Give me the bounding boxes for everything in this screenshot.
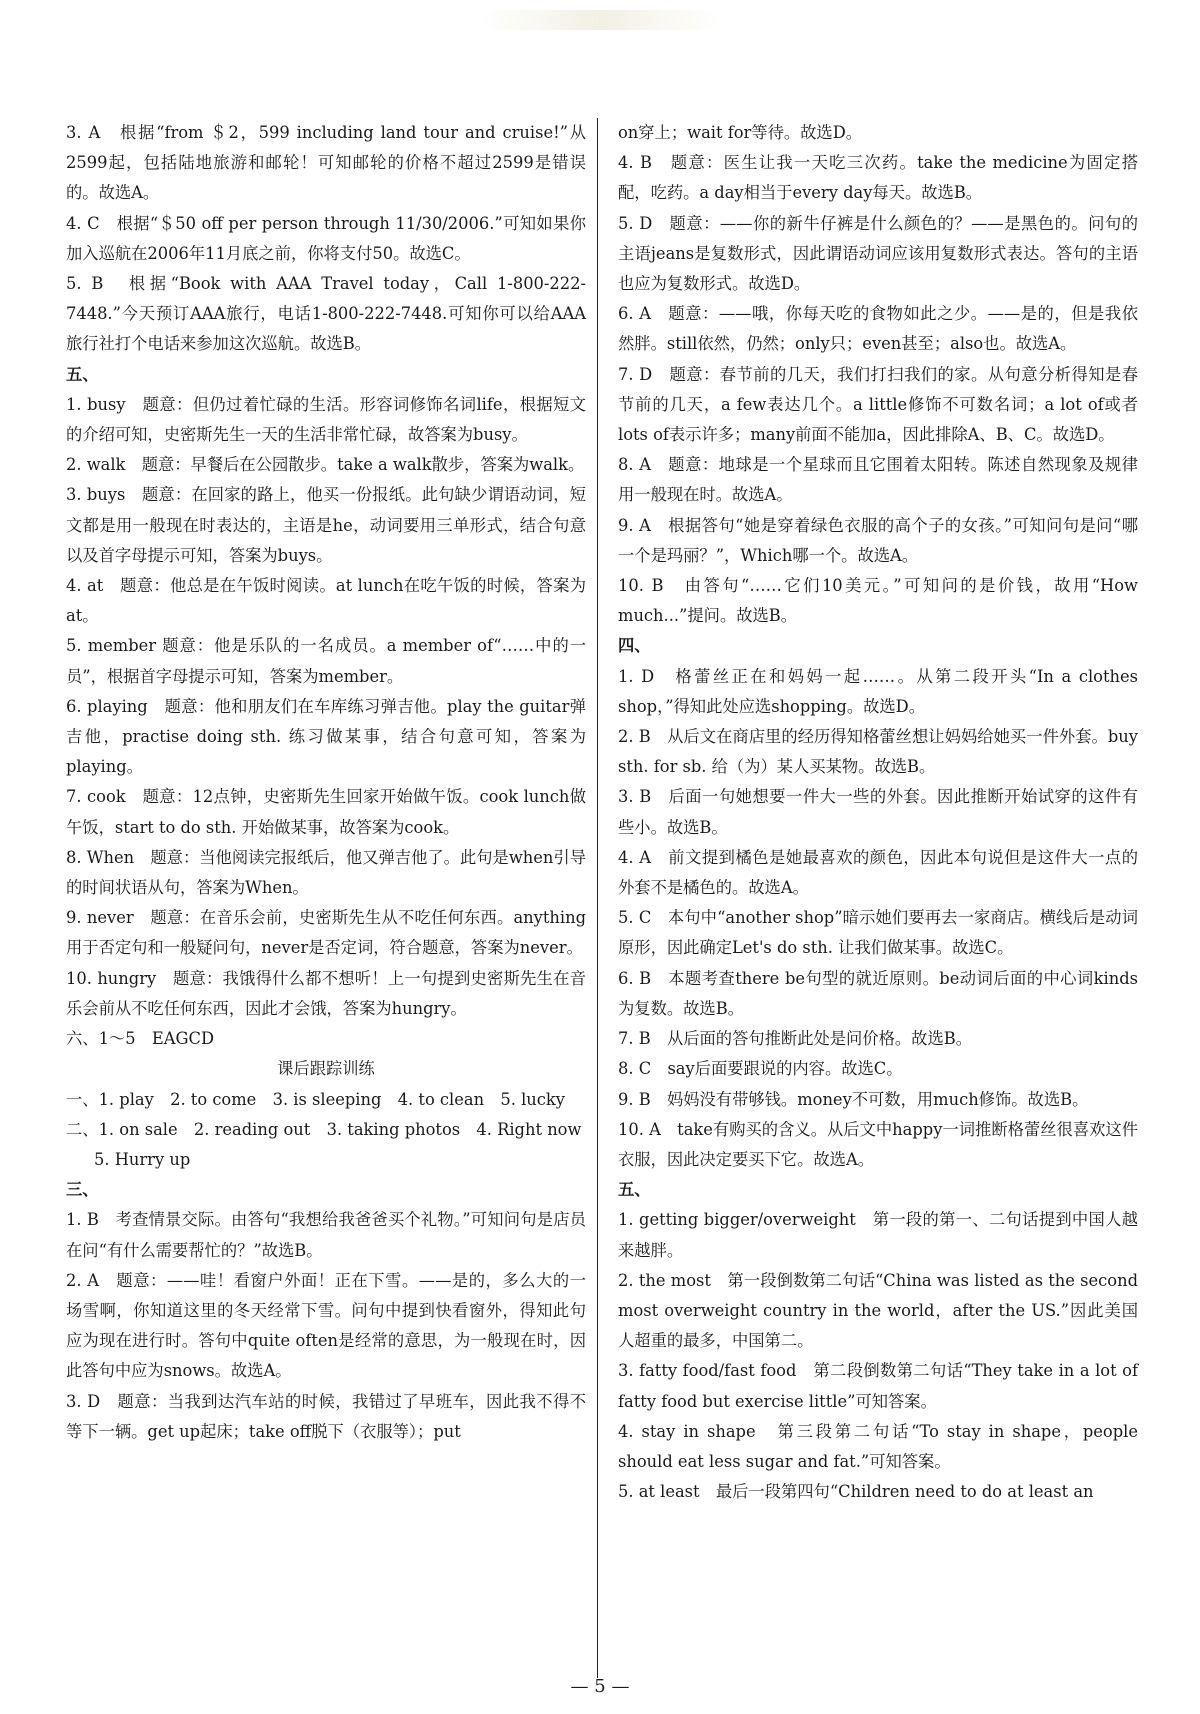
answer-item: 7. cook 题意：12点钟，史密斯先生回家开始做午饭。cook lunch做午饭，start to do sth. 开始做某事，故答案为cook。 [66, 787, 586, 837]
answer-item: 5. at least 最后一段第四句“Children need to do at least an [618, 1482, 1094, 1502]
answer-item: 二、1. on sale 2. reading out 3. taking photos 4. Right now [66, 1119, 582, 1139]
section-heading: 五、 [618, 1180, 651, 1200]
answer-item: 6. A 题意：——哦，你每天吃的食物如此之少。——是的，但是我依然胖。still依然，仍然；only只；even甚至；also也。故选A。 [618, 304, 1138, 354]
answer-item: 1. B 考查情景交际。由答句“我想给我爸爸买个礼物。”可知问句是店员在问“有什么需要帮忙的？”故选B。 [66, 1210, 586, 1260]
answer-item: 9. B 妈妈没有带够钱。money不可数，用much修饰。故选B。 [618, 1089, 1089, 1109]
answer-item: 1. busy 题意：但仍过着忙碌的生活。形容词修饰名词life，根据短文的介绍可知，史密斯先生一天的生活非常忙碌，故答案为busy。 [66, 394, 586, 445]
answer-item: 6. playing 题意：他和朋友们在车库练习弹吉他。play the guitar弹吉他，practise doing sth. 练习做某事，结合句意可知，答案为playing。 [66, 696, 586, 777]
answer-item: 3. fatty food/fast food 第二段倒数第二句话“They take in a lot of fatty food but exercise little”可知答案。 [618, 1361, 1138, 1411]
answer-item: 7. D 题意：春节前的几天，我们打扫我们的家。从句意分析得知是春节前的几天，a few表达几个。a little修饰不可数名词；a lot of或者lots of表示许多；many前面不能加a，因此排除A、B、C。故选D。 [618, 364, 1138, 445]
answer-item: 4. stay in shape 第三段第二句话“To stay in shape，people should eat less sugar and fat.”可知答案。 [618, 1421, 1138, 1471]
answer-item: 10. B 由答句“……它们10美元。”可知问的是价钱，故用“How much...”提问。故选B。 [618, 576, 1138, 626]
answer-item: 10. A take有购买的含义。从后文中happy一词推断格蕾丝很喜欢这件衣服，因此决定要买下它。故选A。 [618, 1119, 1138, 1169]
answer-item: 六、1～5 EAGCD [66, 1029, 215, 1049]
answer-item: 4. at 题意：他总是在午饭时阅读。at lunch在吃午饭的时候，答案为at。 [66, 576, 586, 626]
answer-item: 5. B 根据“Book with AAA Travel today，Call 1-800-222-7448.”今天预订AAA旅行，电话1-800-222-7448.可知你可以给AAA旅行社打个电话来参加这次巡航。故选B。 [66, 274, 586, 354]
answer-item: 2. the most 第一段倒数第二句话“China was listed as the second most overweight country in the world，after the US.”因此美国人超重的最多，中国第二。 [618, 1270, 1138, 1351]
answer-item: 1. D 格蕾丝正在和妈妈一起……。从第二段开头“In a clothes shop，”得知此处应选shopping。故选D。 [618, 666, 1138, 716]
answer-item: 3. A 根据“from ＄2，599 including land tour and cruise!”从2599起，包括陆地旅游和邮轮！可知邮轮的价格不超过2599是错误的。故选A。 [66, 123, 586, 203]
answer-item: 4. B 题意：医生让我一天吃三次药。take the medicine为固定搭配，吃药。a day相当于every day每天。故选B。 [618, 153, 1138, 203]
left-column [66, 118, 586, 1447]
answer-item: 9. A 根据答句“她是穿着绿色衣服的高个子的女孩。”可知问句是问“哪一个是玛丽？”，Which哪一个。故选A。 [618, 515, 1138, 565]
answer-item: 3. buys 题意：在回家的路上，他买一份报纸。此句缺少谓语动词，短文都是用一般现在时表达的，主语是he，动词要用三单形式，结合句意以及首字母提示可知，答案为buys。 [66, 485, 586, 565]
answer-item: 10. hungry 题意：我饿得什么都不想听！上一句提到史密斯先生在音乐会前从不吃任何东西，因此才会饿，答案为hungry。 [66, 968, 586, 1018]
section-title: 课后跟踪训练 [277, 1059, 375, 1079]
answer-item: 5. member 题意：他是乐队的一名成员。a member of“……中的一员”，根据首字母提示可知，答案为member。 [66, 636, 586, 686]
answer-item: 6. B 本题考查there be句型的就近原则。be动词后面的中心词kinds为复数。故选B。 [618, 968, 1138, 1018]
answer-item: 3. B 后面一句她想要一件大一些的外套。因此推断开始试穿的这件有些小。故选B。 [618, 787, 1138, 837]
right-column [618, 118, 1138, 1507]
answer-item: 1. getting bigger/overweight 第一段的第一、二句话提到中国人越来越胖。 [618, 1210, 1138, 1260]
answer-item: 5. C 本句中“another shop”暗示她们要再去一家商店。横线后是动词原形，因此确定Let's do sth. 让我们做某事。故选C。 [618, 908, 1138, 958]
answer-item: 7. B 从后面的答句推断此处是问价格。故选B。 [618, 1029, 972, 1049]
section-heading: 五、 [66, 364, 99, 384]
answer-item: 2. B 从后文在商店里的经历得知格蕾丝想让妈妈给她买一件外套。buy sth. for sb. 给（为）某人买某物。故选B。 [618, 727, 1138, 777]
page-number: — 5 — [570, 1676, 630, 1697]
answer-item: 8. A 题意：地球是一个星球而且它围着太阳转。陈述自然现象及规律用一般现在时。故选A。 [618, 455, 1138, 505]
answer-item: 8. C say后面要跟说的内容。故选C。 [618, 1059, 903, 1079]
top-scan-mark [480, 10, 720, 30]
answer-item: 9. never 题意：在音乐会前，史密斯先生从不吃任何东西。anything用于否定句和一般疑问句，never是否定词，符合题意，答案为never。 [66, 908, 586, 958]
answer-item: 3. D 题意：当我到达汽车站的时候，我错过了早班车，因此我不得不等下一辆。get up起床；take off脱下（衣服等）；put [66, 1391, 586, 1441]
answer-item: 8. When 题意：当他阅读完报纸后，他又弹吉他了。此句是when引导的时间状语从句，答案为When。 [66, 847, 586, 898]
column-divider [597, 118, 598, 1678]
answer-item: 2. A 题意：——哇！看窗户外面！正在下雪。——是的，多么大的一场雪啊，你知道这里的冬天经常下雪。问句中提到快看窗外，得知此句应为现在进行时。答句中quite often是经常的意思，为一般现在时，因此答句中应为snows。故选A。 [66, 1270, 586, 1381]
answer-item: 5. Hurry up [94, 1149, 191, 1169]
answer-item: 2. walk 题意：早餐后在公园散步。take a walk散步，答案为walk。 [66, 455, 585, 475]
answer-item: 4. C 根据“＄50 off per person through 11/30/2006.”可知如果你加入巡航在2006年11月底之前，你将支付50。故选C。 [66, 213, 586, 263]
answer-item: 一、1. play 2. to come 3. is sleeping 4. to clean 5. lucky [66, 1089, 565, 1109]
answer-item: on穿上；wait for等待。故选D。 [618, 123, 863, 142]
answer-item: 4. A 前文提到橘色是她最喜欢的颜色，因此本句说但是这件大一点的外套不是橘色的。故选A。 [618, 847, 1138, 898]
answer-item: 5. D 题意：——你的新牛仔裤是什么颜色的？——是黑色的。问句的主语jeans是复数形式，因此谓语动词应该用复数形式表达。答句的主语也应为复数形式。故选D。 [618, 213, 1138, 294]
section-heading: 四、 [618, 636, 651, 656]
section-heading: 三、 [66, 1180, 99, 1200]
